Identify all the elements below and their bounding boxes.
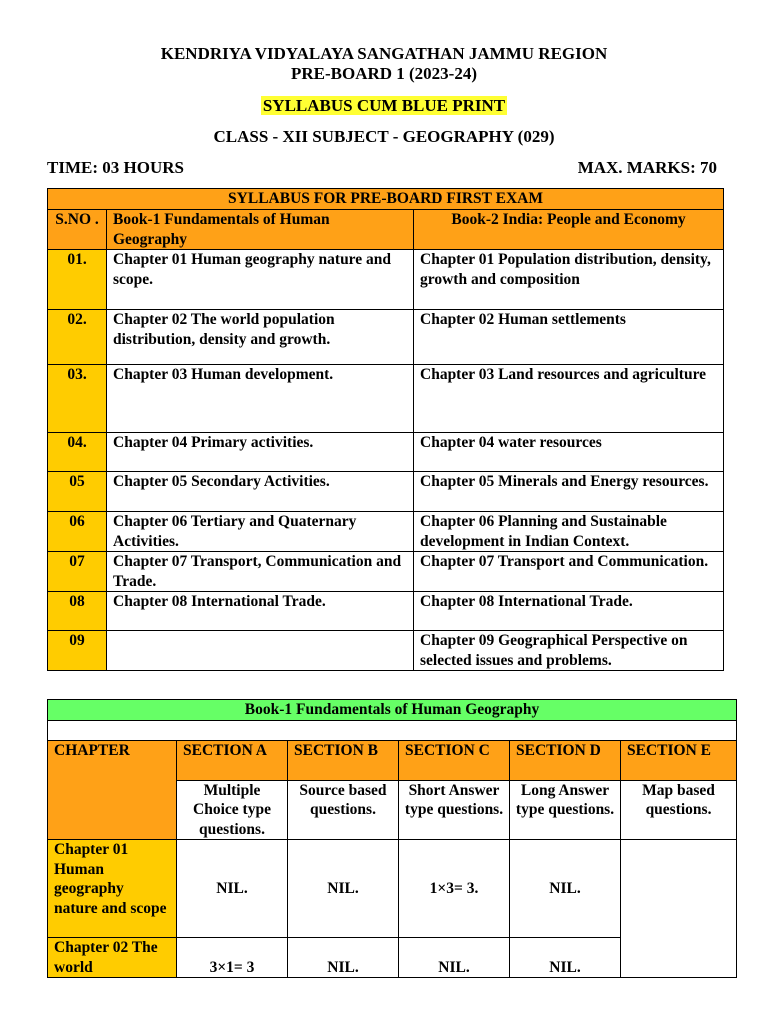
- blueprint-title: Book-1 Fundamentals of Human Geography: [244, 701, 540, 718]
- book2-cell: Chapter 01 Population distribution, density, growth and composition: [414, 250, 724, 310]
- book2-cell: Chapter 02 Human settlements: [414, 310, 724, 365]
- book1-cell: Chapter 06 Tertiary and Quaternary Activities.: [107, 512, 414, 552]
- col-header-section-e: SECTION E: [621, 740, 737, 780]
- col-header-section-b: SECTION B: [288, 740, 399, 780]
- document-heading: SYLLABUS CUM BLUE PRINT: [262, 96, 506, 115]
- section-a-cell: 3×1= 3: [177, 938, 288, 978]
- section-e-description: Map based questions.: [621, 780, 737, 840]
- blank-row: [48, 720, 737, 740]
- table-row: [48, 840, 737, 938]
- book2-cell: Chapter 05 Minerals and Energy resources.: [414, 472, 724, 512]
- time-marks-row: [47, 158, 717, 178]
- table-row: [48, 250, 724, 310]
- book2-cell: Chapter 09 Geographical Perspective on selected issues and problems.: [414, 631, 724, 671]
- col-header-book2: Book-2 India: People and Economy: [414, 210, 724, 250]
- sno-cell: 03.: [48, 365, 107, 433]
- col-header-section-c: SECTION C: [399, 740, 510, 780]
- table-row: [48, 433, 724, 472]
- table-row: [48, 631, 724, 671]
- chapter-cell: Chapter 02 The world: [48, 938, 177, 978]
- table-row: [48, 592, 724, 631]
- col-header-book1: Book-1 Fundamentals of Human Geography: [107, 210, 414, 250]
- table-row: [48, 512, 724, 552]
- sno-cell: 02.: [48, 310, 107, 365]
- book2-cell: Chapter 03 Land resources and agriculture: [414, 365, 724, 433]
- book1-cell: Chapter 04 Primary activities.: [107, 433, 414, 472]
- class-subject: CLASS - XII SUBJECT - GEOGRAPHY (029): [213, 127, 555, 146]
- blueprint-title-row: [48, 700, 737, 721]
- book2-cell: Chapter 08 International Trade.: [414, 592, 724, 631]
- col-header-sno: S.NO .: [48, 210, 107, 250]
- sno-cell: 09: [48, 631, 107, 671]
- school-title: KENDRIYA VIDYALAYA SANGATHAN JAMMU REGION: [160, 44, 608, 63]
- sno-cell: 08: [48, 592, 107, 631]
- chapter-cell: Chapter 01 Human geography nature and scope: [48, 840, 177, 938]
- book1-cell: Chapter 07 Transport, Communication and Trade.: [107, 552, 414, 592]
- blueprint-table: [47, 699, 737, 978]
- section-c-cell: 1×3= 3.: [399, 840, 510, 938]
- section-a-description: Multiple Choice type questions.: [177, 780, 288, 840]
- sno-cell: 04.: [48, 433, 107, 472]
- sno-cell: 01.: [48, 250, 107, 310]
- section-e-cell: [621, 840, 737, 978]
- section-b-description: Source based questions.: [288, 780, 399, 840]
- section-b-cell: NIL.: [288, 938, 399, 978]
- book1-cell: Chapter 03 Human development.: [107, 365, 414, 433]
- table-row: [48, 310, 724, 365]
- book2-cell: Chapter 04 water resources: [414, 433, 724, 472]
- book1-cell: Chapter 08 International Trade.: [107, 592, 414, 631]
- book2-cell: Chapter 07 Transport and Communication.: [414, 552, 724, 592]
- table-row: [48, 472, 724, 512]
- syllabus-table-title: SYLLABUS FOR PRE-BOARD FIRST EXAM: [48, 189, 724, 210]
- time-label: TIME: 03 HOURS: [47, 158, 184, 177]
- table-row: [48, 552, 724, 592]
- col-header-chapter: CHAPTER: [48, 740, 177, 840]
- sno-cell: 05: [48, 472, 107, 512]
- section-d-cell: NIL.: [510, 840, 621, 938]
- book1-cell: Chapter 01 Human geography nature and scope.: [107, 250, 414, 310]
- section-b-cell: NIL.: [288, 840, 399, 938]
- book1-cell: [107, 631, 414, 671]
- sno-cell: 06: [48, 512, 107, 552]
- sno-cell: 07: [48, 552, 107, 592]
- col-header-section-a: SECTION A: [177, 740, 288, 780]
- col-header-section-d: SECTION D: [510, 740, 621, 780]
- section-c-description: Short Answer type questions.: [399, 780, 510, 840]
- book1-cell: Chapter 05 Secondary Activities.: [107, 472, 414, 512]
- book1-cell: Chapter 02 The world population distribution, density and growth.: [107, 310, 414, 365]
- table-row: [48, 365, 724, 433]
- max-marks-label: MAX. MARKS: 70: [577, 158, 717, 177]
- section-d-cell: NIL.: [510, 938, 621, 978]
- section-a-cell: NIL.: [177, 840, 288, 938]
- section-d-description: Long Answer type questions.: [510, 780, 621, 840]
- exam-title: PRE-BOARD 1 (2023-24): [290, 64, 478, 83]
- section-c-cell: NIL.: [399, 938, 510, 978]
- syllabus-table: [47, 188, 724, 671]
- book2-cell: Chapter 06 Planning and Sustainable development in Indian Context.: [414, 512, 724, 552]
